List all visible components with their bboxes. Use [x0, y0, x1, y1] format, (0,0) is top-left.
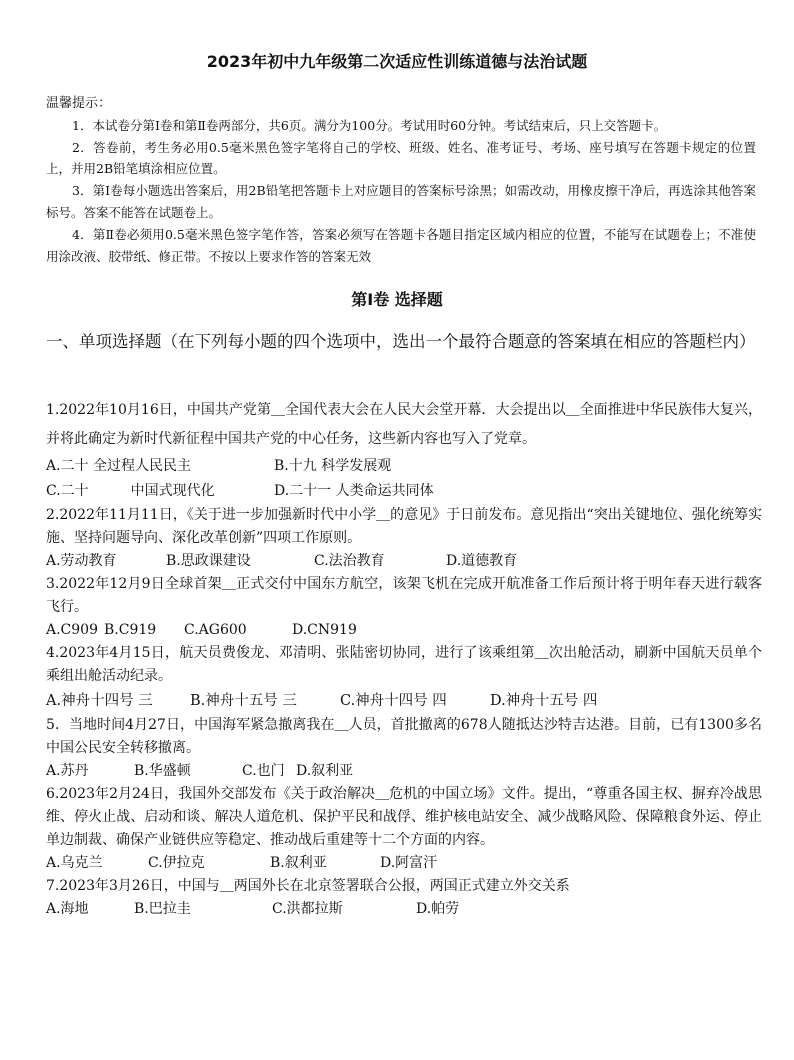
option-d[interactable]: D.道德教育: [446, 553, 518, 569]
question-stem: 2.2022年11月11日，《关于进一步加强新时代中小学＿的意见》于日前发布。意见指出“突出关键地位、强化统筹实施、坚持问题导向、深化改革创新”四项工作原则。: [46, 507, 762, 546]
option-b[interactable]: B.十九 科学发展观: [274, 458, 392, 474]
option-d[interactable]: D.二十一 人类命运共同体: [274, 483, 434, 499]
notice-heading: 温馨提示：: [46, 96, 112, 111]
option-a[interactable]: A.二十 全过程人民民主: [46, 458, 192, 474]
question-stem: 6.2023年2月24日，我国外交部发布《关于政治解决＿危机的中国立场》文件。提出，“尊重各国主权、摒弃冷战思维、停火止战、启动和谈、解决人道危机、保护平民和战俘、维护核电站安全、减少战略风险、保障粮食外运、停止单边制裁、确保产业链供应等稳定、推动战后重建等十二个方面的内容。: [46, 786, 762, 848]
question-stem: 5．当地时间4月27日，中国海军紧急撤离我在＿人员，首批撤离的678人随抵达沙特吉达港。目前，已有1300多名中国公民安全转移撤离。: [46, 717, 762, 756]
notice-item: 2．答卷前，考生务必用0.5毫米黑色签字笔将自己的学校、班级、姓名、准考证号、考场、座号填写在答题卡规定的位置上，并用2B铅笔填涂相应位置。: [46, 139, 756, 177]
question-5: [46, 714, 762, 783]
option-c[interactable]: C.神舟十四号 四: [340, 693, 447, 709]
option-a[interactable]: A.C909: [46, 622, 98, 638]
question-6: [46, 783, 762, 875]
option-c[interactable]: C.二十 中国式现代化: [46, 483, 215, 499]
question-list: [46, 396, 762, 921]
question-stem: 1.2022年10月16日，中国共产党第＿全国代表大会在人民大会堂开幕．大会提出以＿全面推进中华民族伟大复兴，并将此确定为新时代新征程中国共产党的中心任务，这些新内容也写入了党章。: [46, 402, 762, 447]
option-b[interactable]: B.叙利亚: [270, 855, 327, 871]
option-row: [46, 688, 762, 714]
question-1: [46, 396, 762, 504]
question-stem: 7.2023年3月26日，中国与＿两国外长在北京签署联合公报，两国正式建立外交关系: [46, 878, 570, 894]
option-a[interactable]: A.乌克兰: [46, 855, 103, 871]
option-a[interactable]: A.苏丹: [46, 763, 89, 779]
notice-item: 4．第Ⅱ卷必须用0.5毫米黑色签字笔作答，答案必须写在答题卡各题目指定区域内相应的位置，不能写在试题卷上；不准使用涂改液、胶带纸、修正带。不按以上要求作答的答案无效: [46, 226, 756, 264]
option-b[interactable]: B.C919: [104, 622, 157, 638]
question-stem: 3.2022年12月9日全球首架＿正式交付中国东方航空，该架飞机在完成开航准备工作后预计将于明年春天进行载客飞行。: [46, 576, 762, 615]
option-row: [46, 619, 762, 642]
option-a[interactable]: A.劳动教育: [46, 553, 117, 569]
option-c[interactable]: C.伊拉克: [148, 855, 205, 871]
option-a[interactable]: A.神舟十四号 三: [46, 693, 153, 709]
option-row: [46, 454, 762, 479]
question-4: [46, 642, 762, 714]
option-d[interactable]: D.帕劳: [416, 901, 460, 917]
notice-item: 3．第Ⅰ卷每小题选出答案后，用2B铅笔把答题卡上对应题目的答案标号涂黑；如需改动，用橡皮擦干净后，再选涂其他答案标号。答案不能答在试题卷上。: [46, 183, 756, 220]
section-title: 第Ⅰ卷 选择题: [351, 290, 443, 309]
section-instruction: 一、单项选择题（在下列每小题的四个选项中，选出一个最符合题意的答案填在相应的答题栏内）: [46, 332, 756, 351]
option-row: [46, 550, 762, 573]
option-c[interactable]: C.也门: [242, 763, 285, 779]
question-stem: 4.2023年4月15日，航天员费俊龙、邓清明、张陆密切协同，进行了该乘组第＿次出舱活动，刷新中国航天员单个乘组出舱活动纪录。: [46, 645, 762, 684]
question-7: [46, 875, 762, 921]
option-d[interactable]: D.CN919: [292, 622, 357, 638]
question-2: [46, 504, 762, 573]
option-b[interactable]: B.思政课建设: [166, 553, 251, 569]
notice-item: 1．本试卷分第Ⅰ卷和第Ⅱ卷两部分，共6页。满分为100分。考试用时60分钟。考试结束后，只上交答题卡。: [72, 117, 667, 133]
question-3: [46, 573, 762, 642]
option-c[interactable]: C.洪都拉斯: [272, 901, 343, 917]
option-row: [46, 852, 762, 875]
option-b[interactable]: B.神舟十五号 三: [190, 693, 297, 709]
option-row: [46, 760, 762, 783]
option-c[interactable]: C.AG600: [184, 622, 247, 638]
option-row: [46, 898, 762, 921]
option-b[interactable]: B.华盛顿: [134, 763, 191, 779]
option-b[interactable]: B.巴拉圭: [134, 901, 191, 917]
option-d[interactable]: D.阿富汗: [380, 855, 438, 871]
option-row: [46, 479, 762, 504]
page-title: 2023年初中九年级第二次适应性训练道德与法治试题: [206, 52, 588, 71]
option-a[interactable]: A.海地: [46, 901, 89, 917]
option-d[interactable]: D.神舟十五号 四: [490, 693, 598, 709]
option-d[interactable]: D.叙利亚: [296, 763, 354, 779]
option-c[interactable]: C.法治教育: [314, 553, 385, 569]
notice-block: [46, 93, 756, 267]
